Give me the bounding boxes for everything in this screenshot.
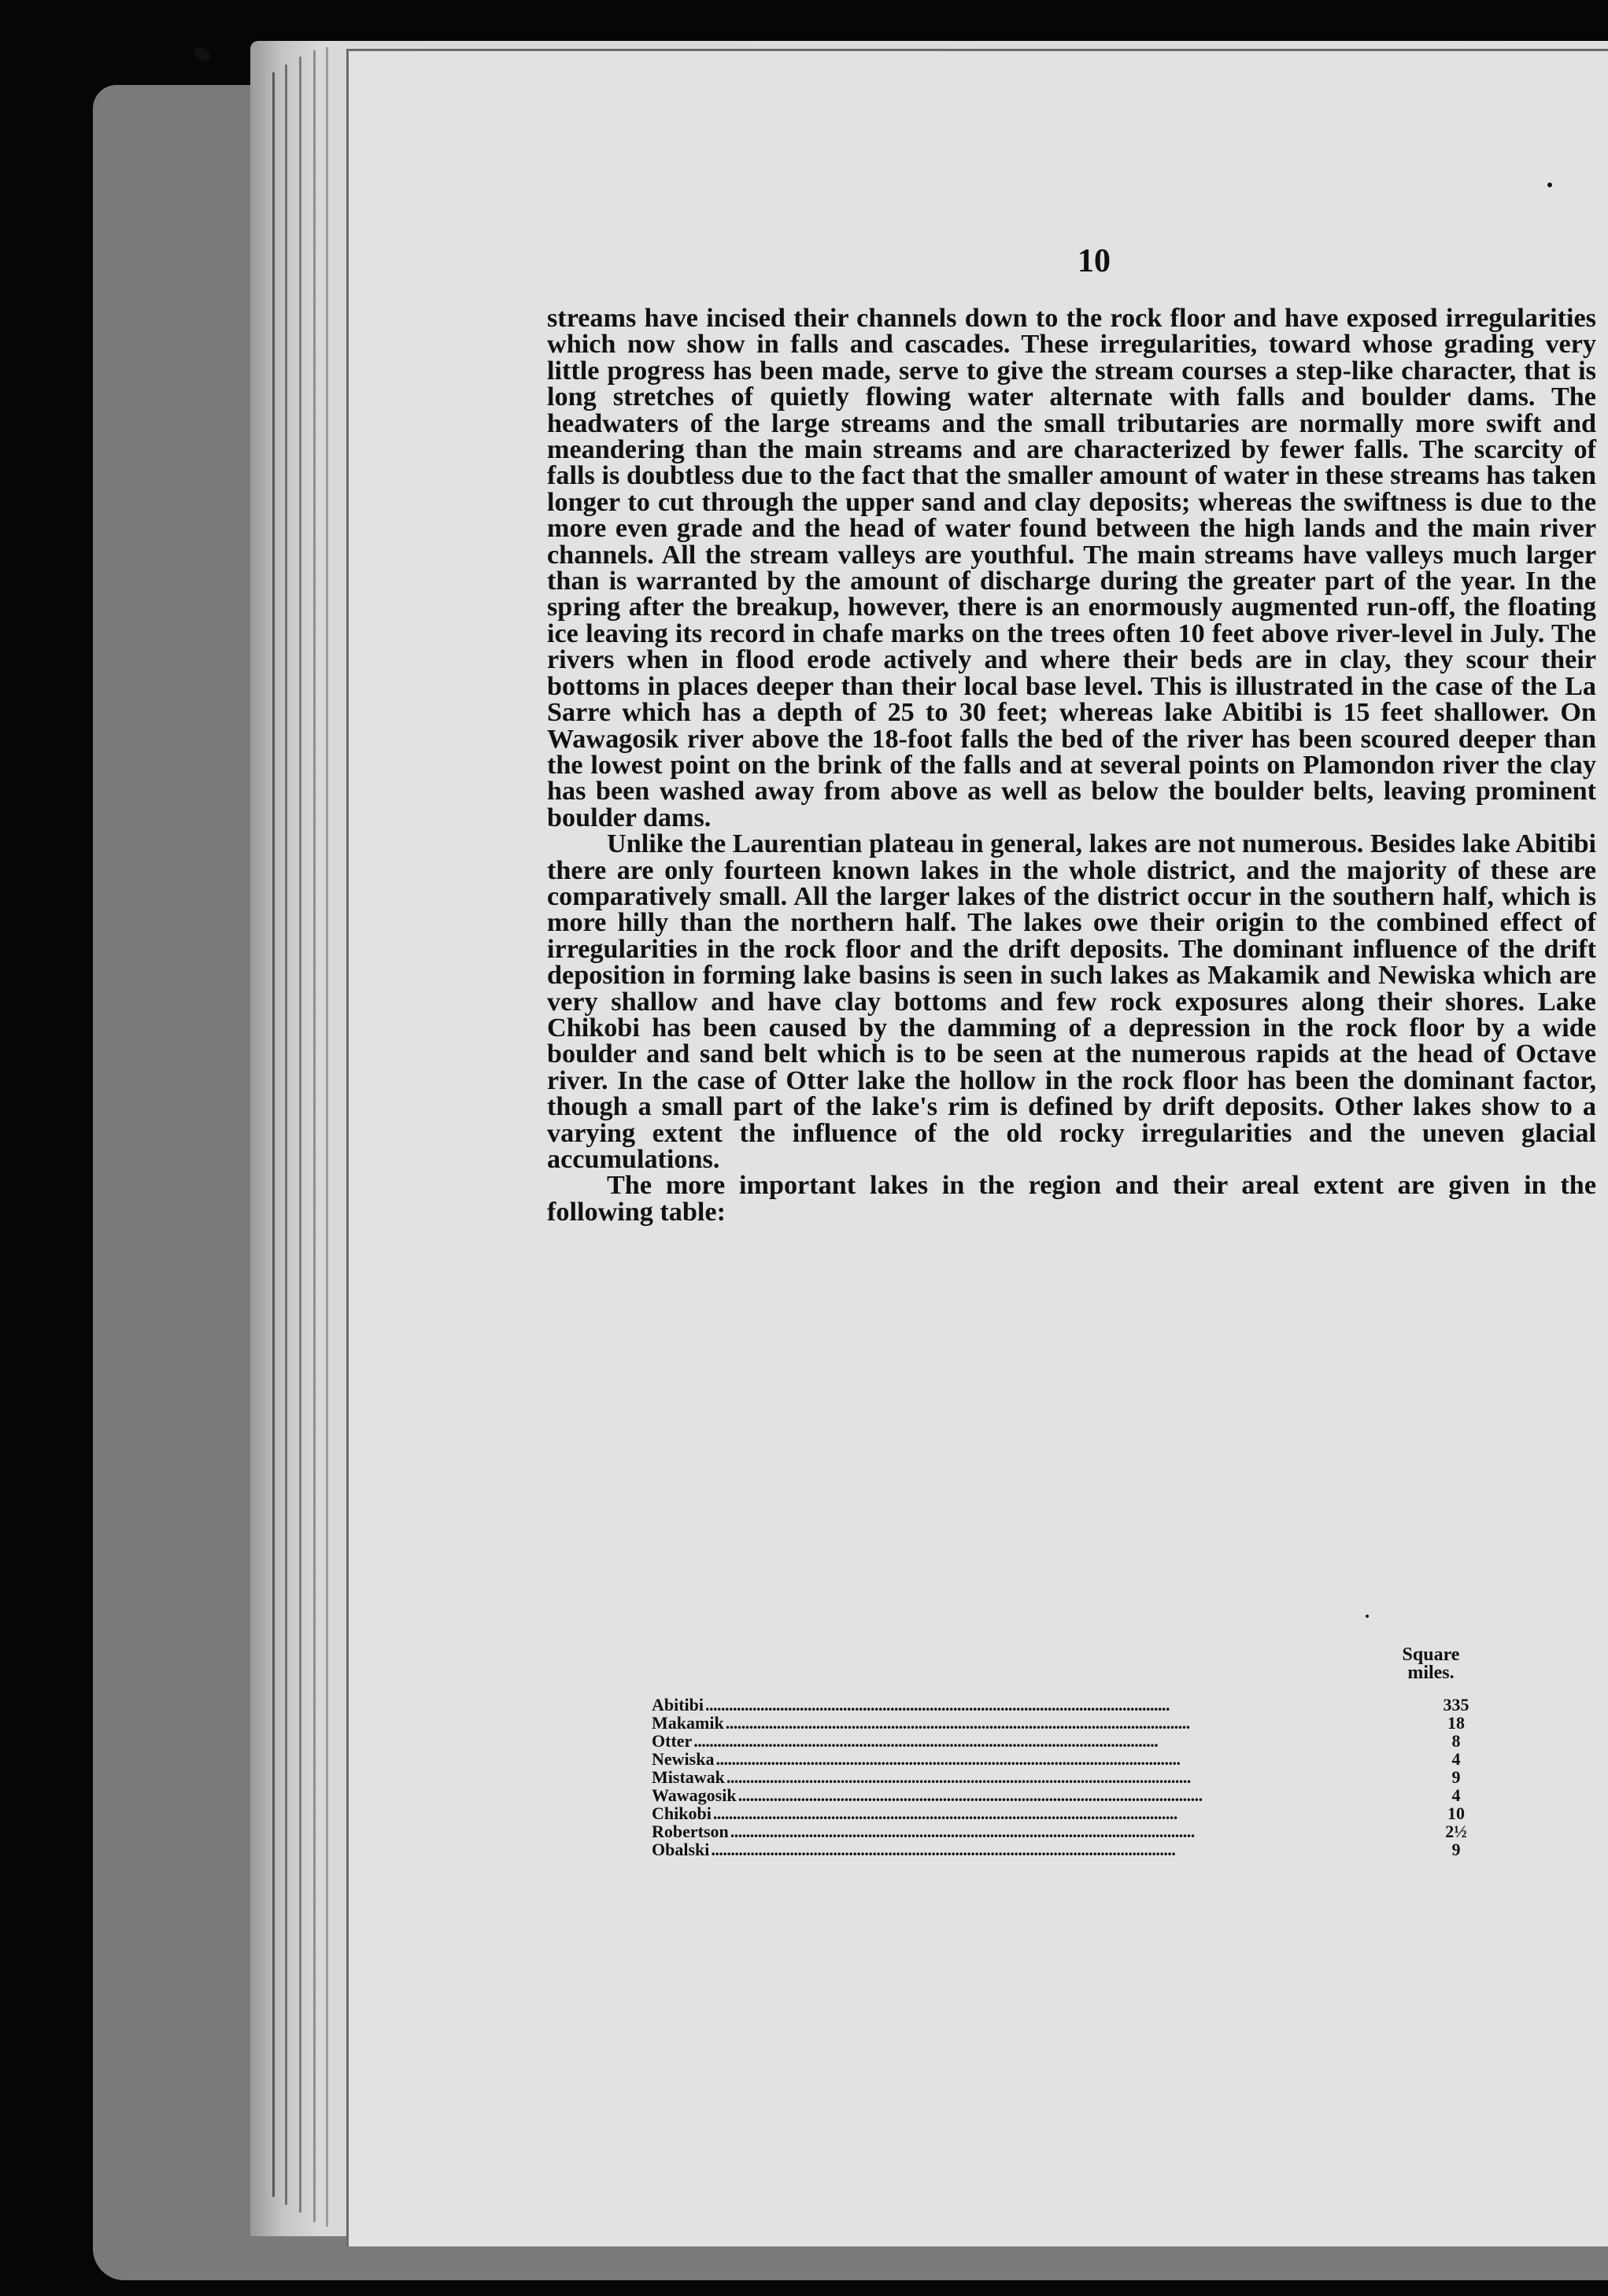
- lake-area: 4: [1451, 1785, 1461, 1805]
- table-row: [652, 1713, 1480, 1731]
- lake-name: Wawagosik: [652, 1785, 737, 1805]
- page-number: 10: [1078, 243, 1111, 279]
- table-rows: [652, 1695, 1480, 1858]
- table-row: [652, 1731, 1480, 1749]
- lake-area: 335: [1443, 1695, 1469, 1715]
- column-header: [1392, 1646, 1470, 1682]
- lake-name: Makamik: [652, 1713, 724, 1733]
- lake-area: 18: [1447, 1713, 1465, 1733]
- paragraph: The more important lakes in the region and their areal extent are given in the following table:: [547, 1171, 1596, 1227]
- lake-area: 10: [1447, 1803, 1465, 1823]
- table-row: [652, 1840, 1480, 1858]
- paragraph: streams have incised their channels down to the rock floor and have exposed irregularities which now show in falls and cascades. These irregularities, toward whose grading very little progress has been made, serve to give the stream courses a step-like character, that is long stretches of quietly flowing water alternate with falls and boulder dams. The headwaters of the large streams and the small tributaries are normally more swift and meandering than the main streams and are characterized by fewer falls. The scarcity of falls is doubtless due to the fact that the smaller amount of water in these streams has taken longer to cut through the upper sand and clay deposits; whereas the swiftness is due to the more even grade and the head of water found between the high lands and the main river channels. All the stream valleys are youthful. The main streams have valleys much larger than is warranted by the amount of discharge during the greater part of the year. In the spring after the breakup, however, there is an enormously augmented run-off, the floating ice leaving its record in chafe marks on the trees often 10 feet above river-level in July. The rivers when in flood erode actively and where their beds are in clay, they scour their bottoms in places deeper than their local base level. This is illustrated in the case of the La Sarre which has a depth of 25 to 30 feet; whereas lake Abitibi is 15 feet shallower. On Wawagosik river above the 18-foot falls the bed of the river has been scoured deeper than the lowest point on the brink of the falls and at several points on Plamondon river the clay has been washed away from above as well as below the boulder belts, leaving prominent boulder dams.: [547, 304, 1596, 832]
- lake-name: Otter: [652, 1731, 693, 1751]
- lake-name: Robertson: [652, 1822, 729, 1841]
- column-header-line: Square: [1402, 1644, 1460, 1665]
- body-text: [547, 305, 1596, 1225]
- lake-area: 4: [1451, 1749, 1461, 1769]
- table-row: [652, 1822, 1480, 1840]
- lake-name: Obalski: [652, 1840, 710, 1859]
- paragraph: Unlike the Laurentian plateau in general, lakes are not numerous. Besides lake Abitibi there are only fourteen known lakes in the whole district, and the majority of these are comparatively small. All the larger lakes of the district occur in the southern half, which is more hilly than the northern half. The lakes owe their origin to the combined effect of irregularities in the rock floor and the drift deposits. The dominant influence of the drift deposition in forming lake basins is seen in such lakes as Makamik and Newiska which are very shallow and have clay bottoms and few rock exposures along their shores. Lake Chikobi has been caused by the damming of a depression in the rock floor by a wide boulder and sand belt which is to be seen at the numerous rapids at the head of Octave river. In the case of Otter lake the hollow in the rock floor has been the dominant factor, though a small part of the lake's rim is defined by drift deposits. Other lakes show to a varying extent the influence of the old rocky irregularities and the uneven glacial accumulations.: [547, 829, 1596, 1174]
- dot-leader: [711, 1840, 1425, 1860]
- lake-area: 8: [1451, 1731, 1461, 1751]
- table-row: [652, 1749, 1480, 1767]
- table-row: [652, 1767, 1480, 1785]
- lake-area: 2½: [1445, 1822, 1467, 1841]
- lake-name: Abitibi: [652, 1695, 704, 1715]
- table-row: [652, 1695, 1480, 1713]
- lake-area: 9: [1451, 1767, 1461, 1787]
- lake-area: 9: [1451, 1840, 1461, 1859]
- table-row: [652, 1803, 1480, 1822]
- lake-name: Newiska: [652, 1749, 715, 1769]
- speck-mark: [192, 45, 213, 64]
- lake-name: Chikobi: [652, 1803, 712, 1823]
- speck-mark: [1366, 1615, 1369, 1618]
- speck-mark: [1547, 183, 1552, 187]
- column-header-line: miles.: [1407, 1663, 1455, 1683]
- table-row: [652, 1785, 1480, 1803]
- lake-name: Mistawak: [652, 1767, 725, 1787]
